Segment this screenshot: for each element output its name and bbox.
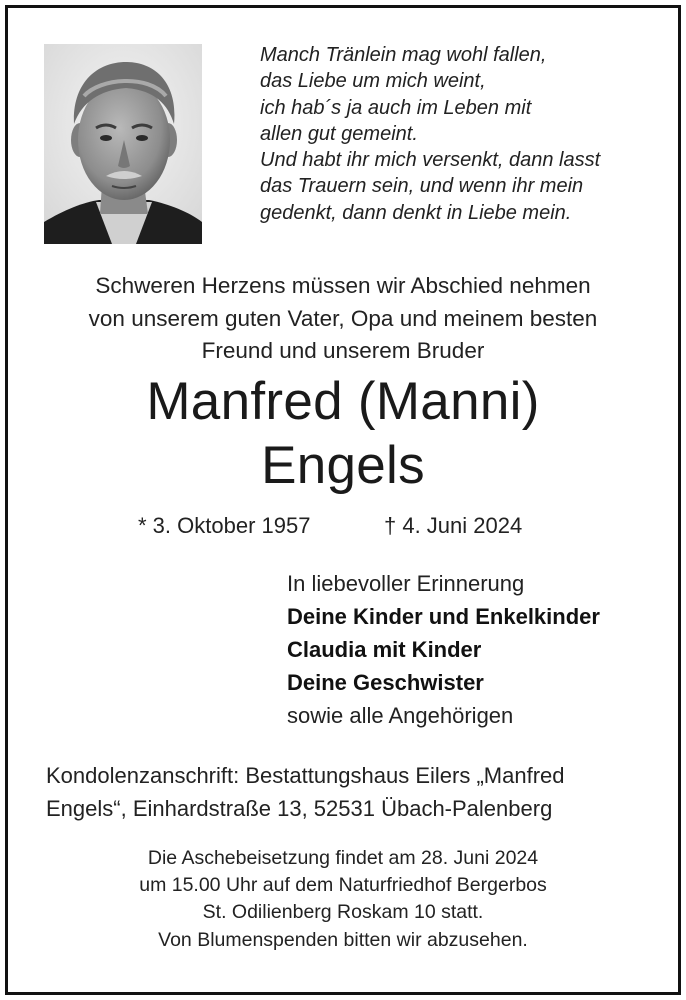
portrait-image (44, 44, 202, 244)
deceased-first-name: Manfred (Manni) (146, 372, 540, 431)
poem (260, 42, 660, 226)
deceased-last-name: Engels (261, 436, 425, 495)
deceased-name (0, 370, 686, 498)
intro-line: Freund und unserem Bruder (201, 338, 485, 363)
birth-date: * 3. Oktober 1957 (138, 513, 311, 538)
intro-line: Schweren Herzens müssen wir Abschied nehmen (95, 273, 591, 298)
condolence-address (46, 759, 656, 825)
funeral-details (0, 845, 686, 954)
farewell-intro (0, 270, 686, 368)
funeral-line: um 15.00 Uhr auf dem Naturfriedhof Bergerbos (139, 874, 547, 897)
mourners-outro: sowie alle Angehörigen (287, 703, 514, 728)
poem-line: das Trauern sein, und wenn ihr mein (260, 175, 584, 198)
mourners-intro: In liebevoller Erinnerung (287, 571, 525, 596)
poem-line: Manch Tränlein mag wohl fallen, (260, 44, 547, 66)
mourner-name: Deine Kinder und Enkelkinder (287, 604, 600, 629)
condolence-line: Engels“, Einhardstraße 13, 52531 Übach-Palenberg (46, 796, 553, 821)
condolence-line: Kondolenzanschrift: Bestattungshaus Eilers „Manfred (46, 763, 565, 788)
portrait-photo (44, 44, 202, 244)
poem-line: Und habt ihr mich versenkt, dann lasst (260, 149, 601, 172)
intro-line: von unserem guten Vater, Opa und meinem besten (88, 305, 598, 331)
mourner-name: Deine Geschwister (287, 670, 484, 695)
death-date: † 4. Juni 2024 (384, 513, 523, 538)
poem-line: allen gut gemeint. (260, 122, 418, 145)
poem-line: ich hab´s ja auch im Leben mit (260, 96, 532, 119)
funeral-line: Von Blumenspenden bitten wir abzusehen. (158, 928, 528, 951)
mourners-block (287, 567, 600, 732)
funeral-line: Die Aschebeisetzung findet am 28. Juni 2024 (147, 847, 539, 869)
mourner-name: Claudia mit Kinder (287, 637, 482, 662)
funeral-line: St. Odilienberg Roskam 10 statt. (202, 901, 484, 924)
poem-line: das Liebe um mich weint, (260, 70, 486, 93)
poem-line: gedenkt, dann denkt in Liebe mein. (260, 201, 572, 224)
